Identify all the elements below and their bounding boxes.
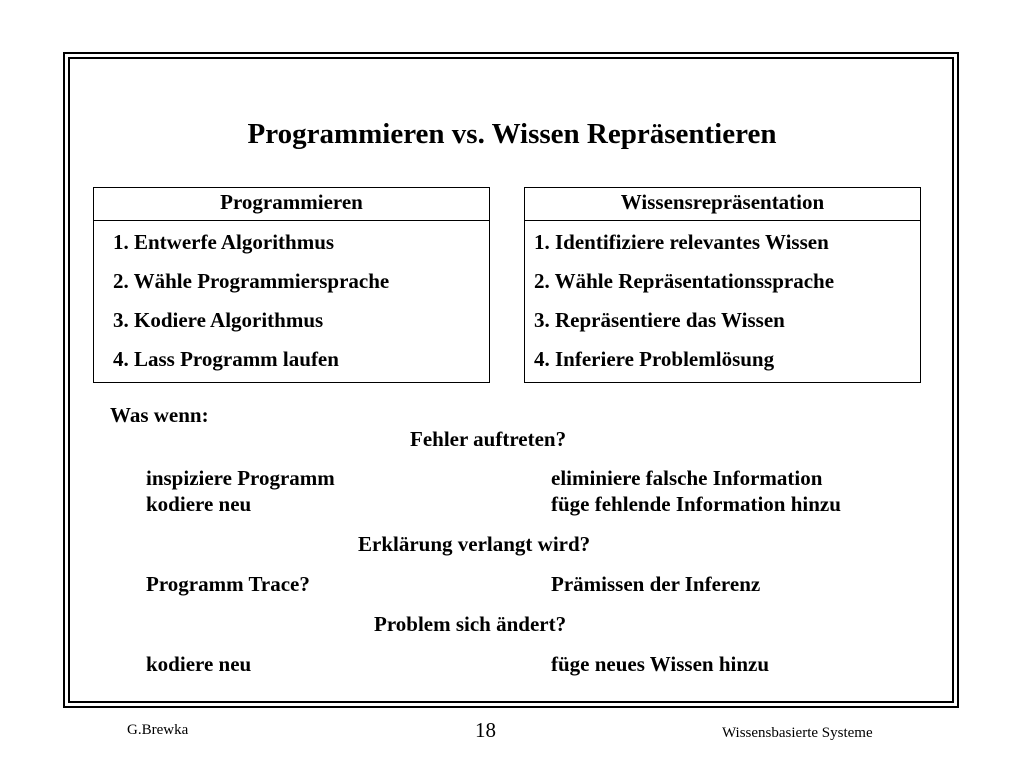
footer-author: G.Brewka [127,722,189,738]
case-errors-representation-action-1: eliminiere falsche Information [551,466,823,490]
case-errors-programming-action-1: inspiziere Programm [146,466,335,490]
programming-step-4: 4. Lass Programm laufen [113,347,339,371]
case-problem-change-representation-action: füge neues Wissen hinzu [551,652,770,676]
case-explanation-heading: Erklärung verlangt wird? [358,532,591,556]
case-problem-change-programming-action: kodiere neu [146,652,252,676]
representation-step-1: 1. Identifiziere relevantes Wissen [534,230,829,254]
case-errors-representation-action-2: füge fehlende Information hinzu [551,492,841,516]
case-explanation-programming-action: Programm Trace? [146,572,310,596]
knowledge-representation-box-header: Wissensrepräsentation [525,188,920,221]
case-explanation-representation-action: Prämissen der Inferenz [551,572,761,596]
case-errors-heading: Fehler auftreten? [410,427,567,451]
programming-step-3: 3. Kodiere Algorithmus [113,308,324,332]
representation-step-2: 2. Wähle Repräsentationssprache [534,269,835,293]
programming-box [93,187,490,383]
programming-step-1: 1. Entwerfe Algorithmus [113,230,335,254]
representation-step-4: 4. Inferiere Problemlösung [534,347,775,371]
representation-step-3: 3. Repräsentiere das Wissen [534,308,785,332]
programming-step-2: 2. Wähle Programmiersprache [113,269,390,293]
case-errors-programming-action-2: kodiere neu [146,492,252,516]
page-number: 18 [475,718,496,742]
footer-course: Wissensbasierte Systeme [722,725,873,741]
case-problem-change-heading: Problem sich ändert? [374,612,567,636]
what-if-label: Was wenn: [110,403,209,427]
slide-title: Programmieren vs. Wissen Repräsentieren [247,118,777,150]
knowledge-representation-box [524,187,921,383]
programming-box-header: Programmieren [94,188,489,221]
